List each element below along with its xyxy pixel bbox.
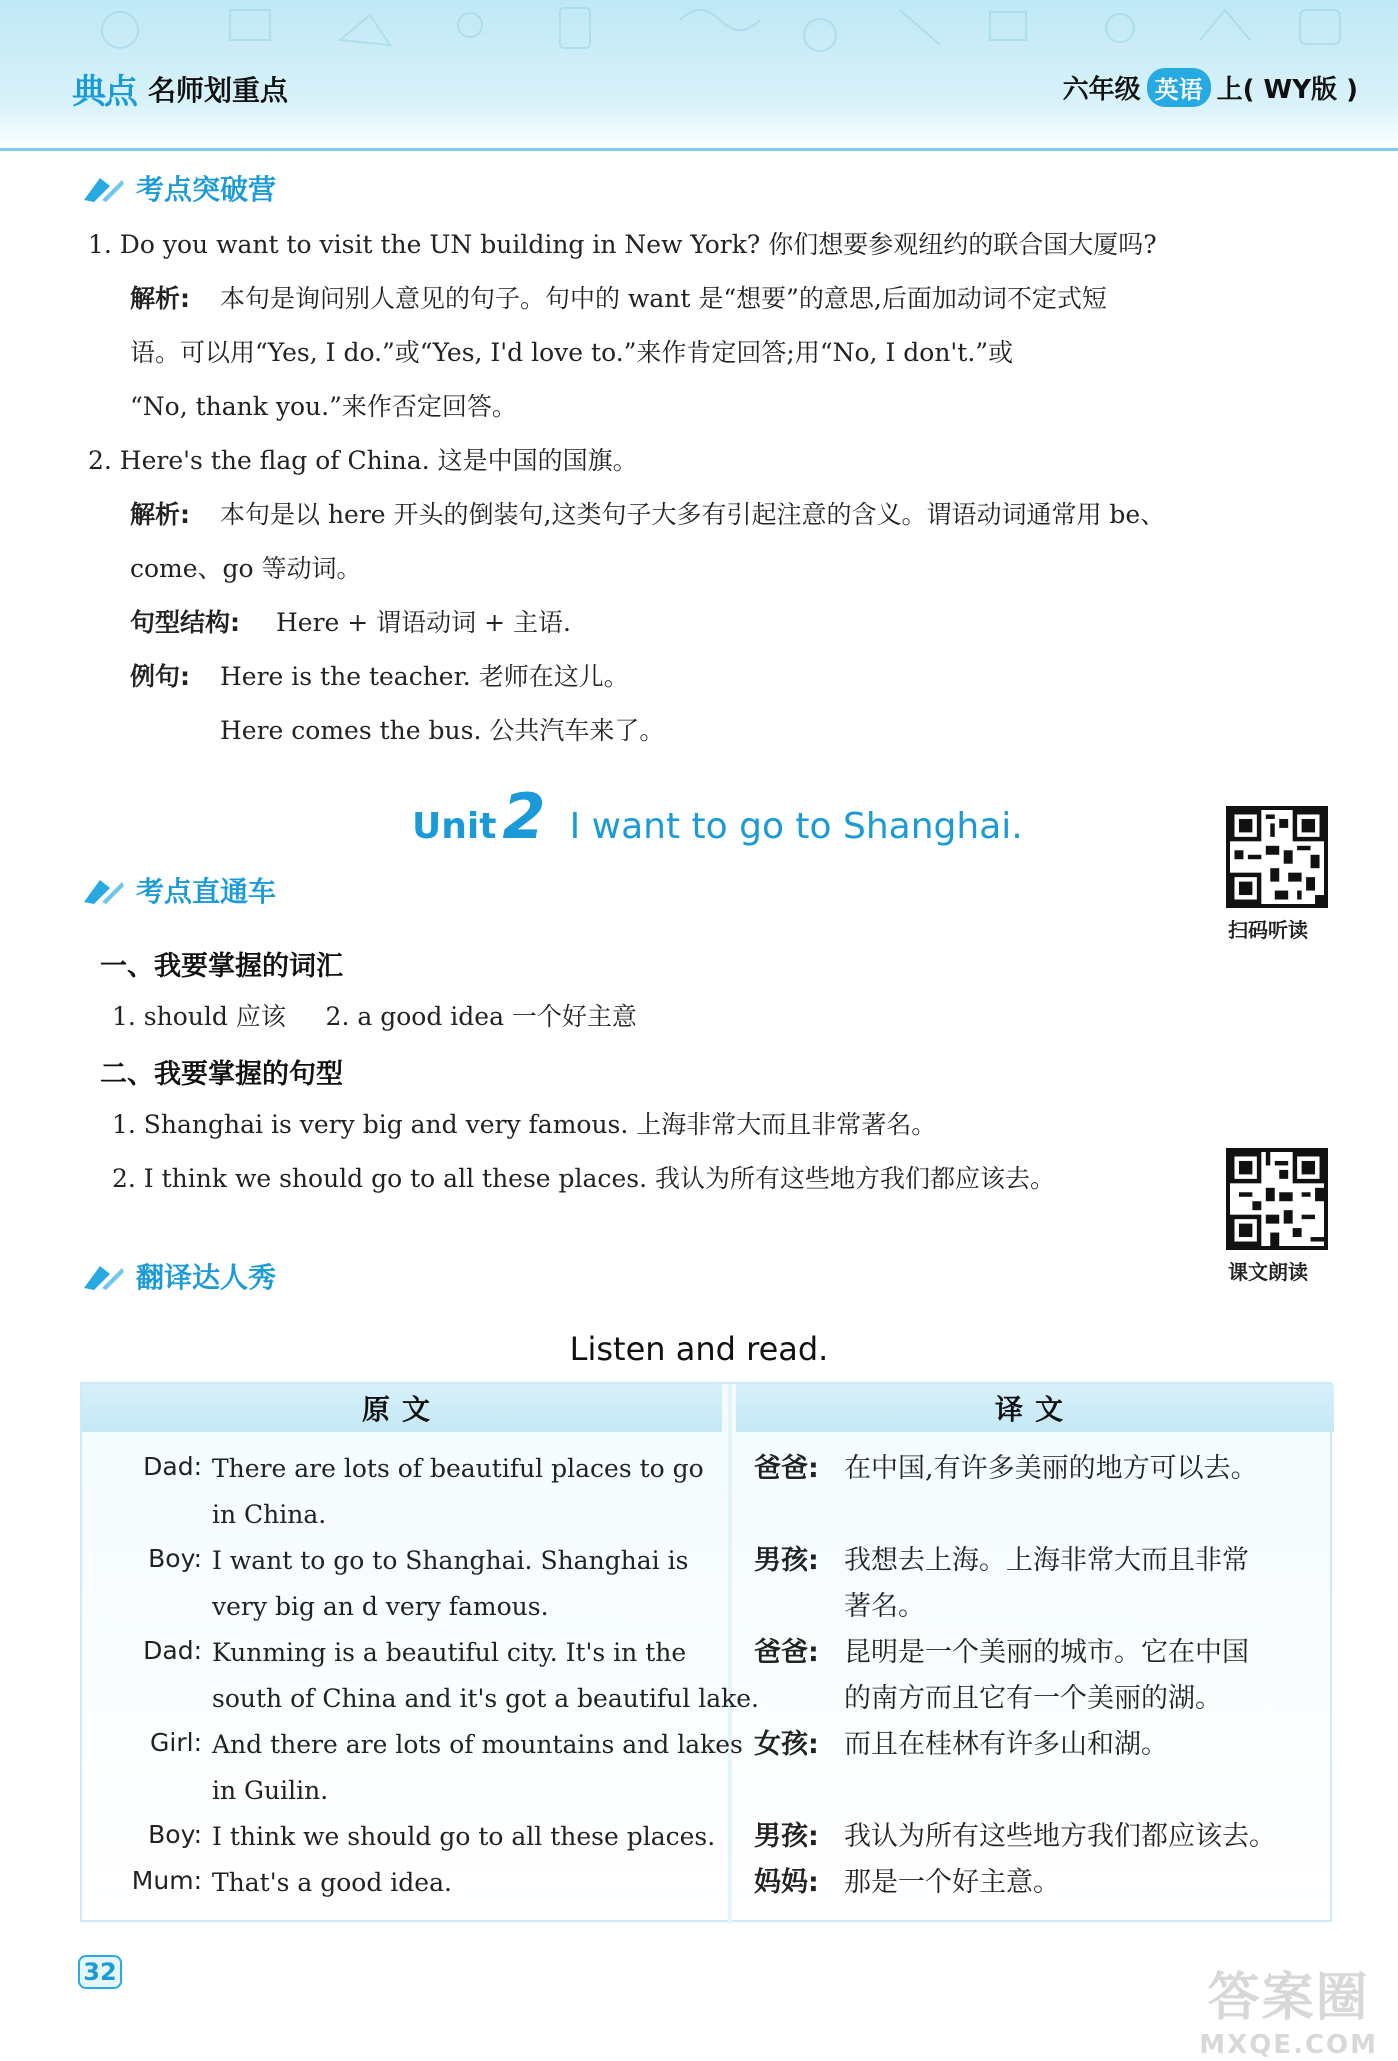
page-header: [0, 0, 1398, 150]
dialogue-zh-line: 在中国,有许多美丽的地方可以去。: [844, 1453, 1258, 1484]
pen-book-icon: [80, 1260, 126, 1292]
watermark: [1199, 1955, 1378, 2060]
dialogue-zh-line: 昆明是一个美丽的城市。它在中国: [844, 1637, 1249, 1668]
section-title-translation: [80, 1256, 276, 1296]
dialogue-en-line: And there are lots of mountains and lakes: [212, 1730, 743, 1759]
item2-example-label: 例句:: [130, 662, 190, 691]
item1-sentence: 1. Do you want to visit the UN building in New York? 你们想要参观纽约的联合国大厦吗?: [88, 230, 1157, 259]
pen-book-icon: [80, 172, 126, 204]
speaker-zh: 女孩:: [754, 1729, 819, 1760]
column-header-original: 原文: [82, 1384, 722, 1432]
dialogue-table: [80, 1382, 1332, 1922]
speaker-en: Dad:: [143, 1636, 202, 1665]
speaker-zh: 爸爸:: [754, 1637, 819, 1668]
item2-example1: Here is the teacher. 老师在这儿。: [220, 662, 629, 691]
dialogue-en-line: There are lots of beautiful places to go: [212, 1454, 704, 1483]
speaker-zh: 爸爸:: [754, 1453, 819, 1484]
pen-book-icon: [80, 874, 126, 906]
dialogue-zh-line: 的南方而且它有一个美丽的湖。: [844, 1683, 1222, 1714]
vocab-heading: 一、我要掌握的词汇: [100, 951, 343, 982]
column-divider: [728, 1384, 732, 1924]
unit-heading: [412, 780, 1023, 853]
speaker-zh: 男孩:: [754, 1545, 819, 1576]
speaker-en: Boy:: [148, 1820, 202, 1849]
item2-structure: Here + 谓语动词 + 主语.: [276, 608, 571, 637]
section-title-express: [80, 870, 276, 910]
dialogue-en-line: I think we should go to all these places.: [212, 1822, 716, 1851]
dialogue-en-line: south of China and it's got a beautiful lake.: [212, 1684, 759, 1713]
pattern-2: 2. I think we should go to all these places. 我认为所有这些地方我们都应该去。: [112, 1164, 1055, 1193]
watermark-line2: MXQE.COM: [1199, 2030, 1378, 2060]
qr-label-listen: 扫码听读: [1228, 918, 1308, 942]
dialogue-zh-line: 那是一个好主意。: [844, 1867, 1060, 1898]
vocab-line: 1. should 应该 2. a good idea 一个好主意: [112, 1002, 637, 1031]
dialogue-zh-line: 我想去上海。上海非常大而且非常: [844, 1545, 1249, 1576]
grade-label: [1063, 68, 1358, 107]
watermark-line1: 答案圈: [1207, 1968, 1370, 2028]
header-divider: [0, 148, 1398, 151]
speaker-zh: 妈妈:: [754, 1867, 819, 1898]
page-number: 32: [78, 1955, 122, 1989]
qr-code-icon[interactable]: [1226, 1148, 1328, 1250]
column-header-translation: 译文: [736, 1384, 1334, 1432]
dialogue-en-line: in China.: [212, 1500, 327, 1529]
item2-structure-label: 句型结构:: [130, 608, 240, 637]
section-title-breakthrough: [80, 168, 276, 208]
qr-label-text-reading: 课文朗读: [1228, 1260, 1308, 1284]
brand: [72, 64, 288, 113]
unit-title: I want to go to Shanghai.: [569, 806, 1023, 847]
section-title-text: 翻译达人秀: [136, 1261, 277, 1294]
item2-example2: Here comes the bus. 公共汽车来了。: [220, 716, 665, 745]
listen-and-read-title: Listen and read.: [569, 1330, 829, 1368]
item1-analysis-label: 解析:: [130, 284, 190, 313]
pattern-1: 1. Shanghai is very big and very famous. 上海非常大而且非常著名。: [112, 1110, 937, 1139]
dialogue-zh-line: 而且在桂林有许多山和湖。: [844, 1729, 1168, 1760]
item2-analysis-label: 解析:: [130, 500, 190, 529]
dialogue-en-line: I want to go to Shanghai. Shanghai is: [212, 1546, 689, 1575]
speaker-en: Boy:: [148, 1544, 202, 1573]
qr-code-icon[interactable]: [1226, 806, 1328, 908]
dialogue-zh-line: 著名。: [844, 1591, 925, 1622]
dialogue-zh-line: 我认为所有这些地方我们都应该去。: [844, 1821, 1276, 1852]
dialogue-en-line: in Guilin.: [212, 1776, 329, 1805]
section-title-text: 考点突破营: [136, 173, 277, 206]
item1-analysis-line3: “No, thank you.”来作否定回答。: [130, 392, 517, 421]
dialogue-en-line: very big an d very famous.: [212, 1592, 549, 1621]
grade-suffix: 上( WY版 ): [1216, 75, 1358, 105]
grade-prefix: 六年级: [1062, 75, 1141, 105]
brand-subtitle: 名师划重点: [148, 73, 289, 107]
brand-logo: 典点: [72, 72, 136, 112]
pattern-heading: 二、我要掌握的句型: [100, 1059, 343, 1090]
item2-sentence: 2. Here's the flag of China. 这是中国的国旗。: [88, 446, 638, 475]
item1-analysis-line1: 本句是询问别人意见的句子。句中的 want 是“想要”的意思,后面加动词不定式短: [220, 284, 1107, 313]
subject-badge: 英语: [1147, 68, 1211, 107]
section-title-text: 考点直通车: [136, 875, 277, 908]
unit-word: Unit: [412, 806, 497, 847]
item2-analysis-line2: come、go 等动词。: [130, 554, 362, 583]
speaker-en: Mum:: [131, 1866, 202, 1895]
item2-analysis-line1: 本句是以 here 开头的倒装句,这类句子大多有引起注意的含义。谓语动词通常用 be、: [220, 500, 1166, 529]
unit-number: 2: [502, 780, 546, 853]
dialogue-en-line: Kunming is a beautiful city. It's in the: [212, 1638, 687, 1667]
speaker-en: Girl:: [150, 1728, 202, 1757]
dialogue-en-line: That's a good idea.: [212, 1868, 452, 1897]
speaker-zh: 男孩:: [754, 1821, 819, 1852]
item1-analysis-line2: 语。可以用“Yes, I do.”或“Yes, I'd love to.”来作肯定回答;用“No, I don't.”或: [130, 338, 1014, 367]
speaker-en: Dad:: [143, 1452, 202, 1481]
